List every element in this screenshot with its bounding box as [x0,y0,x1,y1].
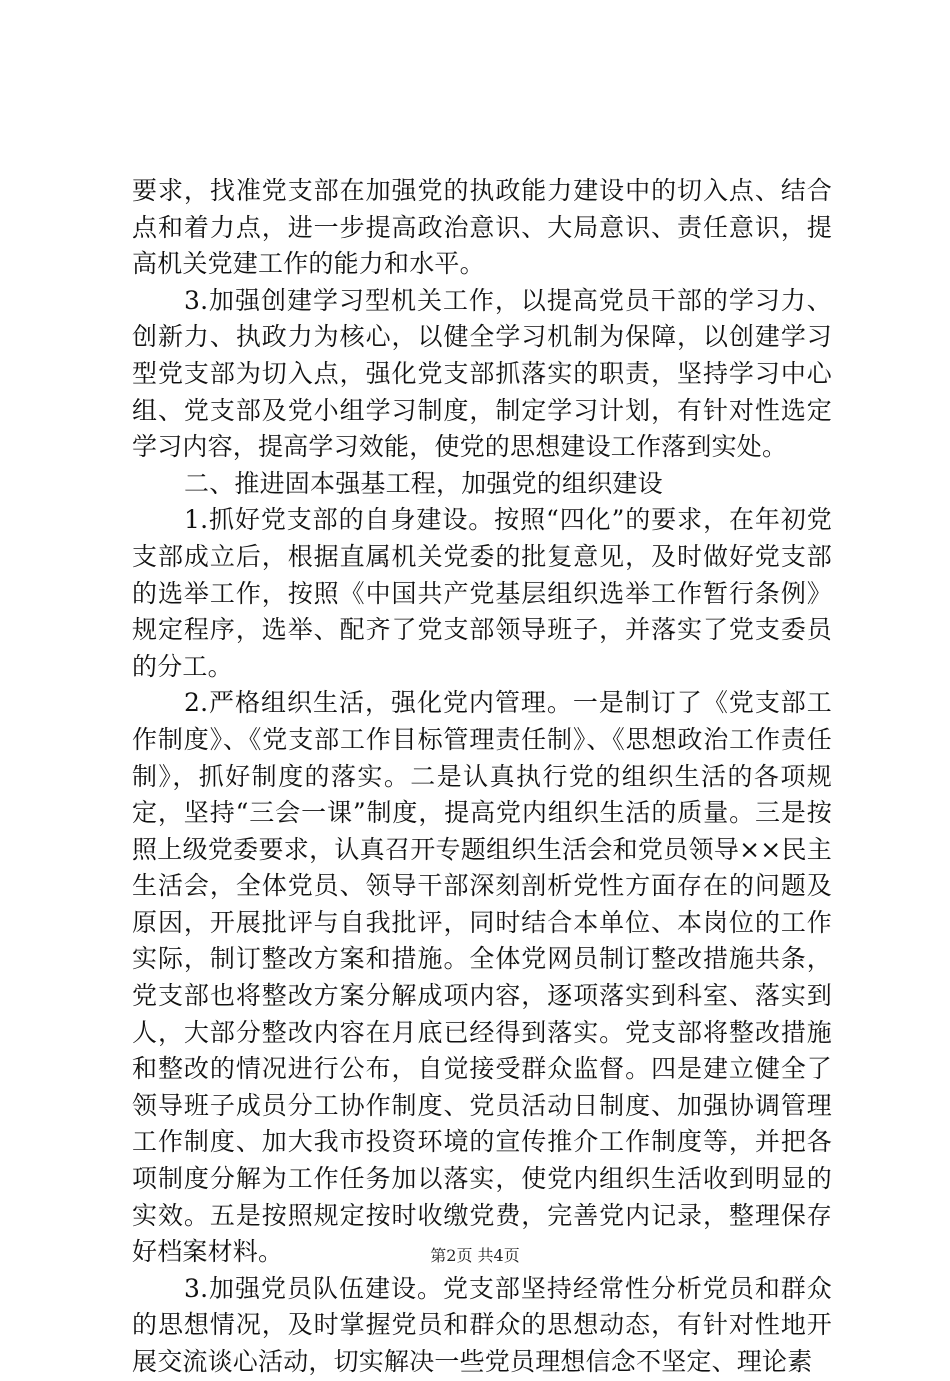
paragraph-continuation: 要求，找准党支部在加强党的执政能力建设中的切入点、结合点和着力点，进一步提高政治意识、大局意识、责任意识，提高机关党建工作的能力和水平。 [132,176,832,279]
paragraph-learning-organization: 3.加强创建学习型机关工作，以提高党员干部的学习力、创新力、执政力为核心，以健全学习机制为保障，以创建学习型党支部为切入点，强化党支部抓落实的职责，坚持学习中心组、党支部及党小组学习制度，制定学习计划，有针对性选定学习内容，提高学习效能，使党的思想建设工作落到实处。 [132,285,832,462]
document-body [132,173,832,1381]
paragraph-member-team: 3.加强党员队伍建设。党支部坚持经常性分析党员和群众的思想情况，及时掌握党员和群众的思想动态，有针对性地开展交流谈心活动，切实解决一些党员理想信念不坚定、理论素 [132,1273,832,1376]
paragraph-branch-building: 1.抓好党支部的自身建设。按照“四化”的要求，在年初党支部成立后，根据直属机关党委的批复意见，及时做好党支部的选举工作，按照《中国共产党基层组织选举工作暂行条例》规定程序，选举、配齐了党支部领导班子，并落实了党支委员的分工。 [132,505,832,681]
page-number-footer: 第2页 共4页 [430,1246,520,1265]
paragraph-organizational-life: 2.严格组织生活，强化党内管理。一是制订了《党支部工作制度》、《党支部工作目标管理责任制》、《思想政治工作责任制》，抓好制度的落实。二是认真执行党的组织生活的各项规定，坚持“三会一课”制度，提高党内组织生活的质量。三是按照上级党委要求，认真召开专题组织生活会和党员领导××民主生活会，全体党员、领导干部深刻剖析党性方面存在的问题及原因，开展批评与自我批评，同时结合本单位、本岗位的工作实际，制订整改方案和措施。全体党网员制订整改措施共条，党支部也将整改方案分解成项内容，逐项落实到科室、落实到人，大部分整改内容在月底已经得到落实。党支部将整改措施和整改的情况进行公布，自觉接受群众监督。四是建立健全了领导班子成员分工协作制度、党员活动日制度、加强协调管理工作制度、加大我市投资环境的宣传推介工作制度等，并把各项制度分解为工作任务加以落实，使党内组织生活收到明显的实效。五是按照规定按时收缴党费，完善党内记录，整理保存好档案材料。 [132,688,832,1267]
section-heading: 二、推进固本强基工程，加强党的组织建设 [184,468,663,498]
